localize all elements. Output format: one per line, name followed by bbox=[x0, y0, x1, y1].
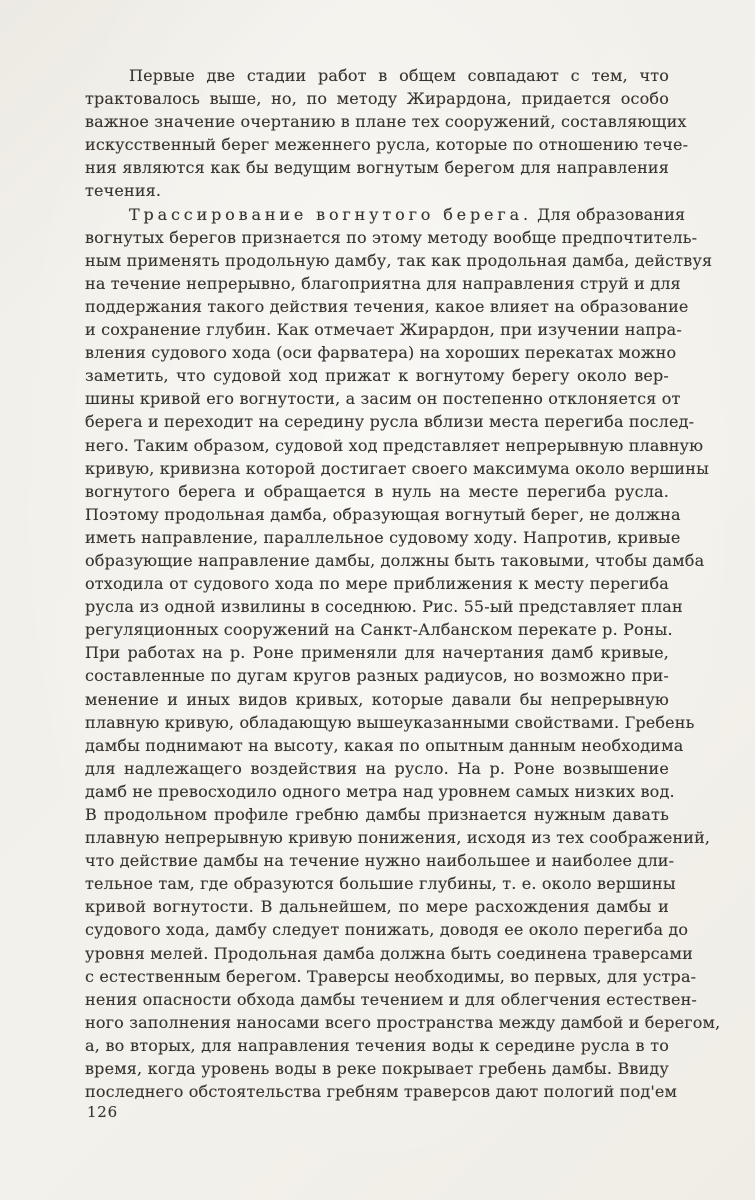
text-line: тельное там, где образуются большие глубины, т. е. около вершины bbox=[85, 874, 676, 894]
text-line: искусственный берег меженнего русла, которые по отношению тече- bbox=[85, 135, 689, 155]
text-line: течения. bbox=[85, 181, 162, 201]
text-line: кривую, кривизна которой достигает своего максимума около вершины bbox=[85, 458, 709, 478]
text-line: вогнутого берега и обращается в нуль на месте перегиба русла. bbox=[85, 481, 669, 501]
text-line: вления судового хода (оси фарватера) на хороших перекатах можно bbox=[85, 343, 677, 363]
text-line: уровня мелей. Продольная дамба должна быть соединена траверсами bbox=[85, 943, 693, 963]
text-line: ным применять продольную дамбу, так как продольная дамба, действуя bbox=[85, 250, 713, 270]
text-line: русла из одной извилины в соседнюю. Рис. 55-ый представляет план bbox=[85, 597, 683, 617]
text-line: время, когда уровень воды в реке покрывает гребень дамбы. Ввиду bbox=[85, 1059, 669, 1079]
text-line: заметить, что судовой ход прижат к вогнутому берегу около вер- bbox=[85, 366, 669, 386]
text-line: на течение непрерывно, благоприятна для направления струй и для bbox=[85, 273, 681, 293]
text-line: нения опасности обхода дамбы течением и для облегчения естествен- bbox=[85, 989, 697, 1009]
text-line: а, во вторых, для направления течения воды к середине русла в то bbox=[85, 1035, 669, 1055]
text-line: плавную кривую, обладающую вышеуказанными свойствами. Гребень bbox=[85, 712, 695, 732]
text-line: иметь направление, параллельное судовому ходу. Напротив, кривые bbox=[85, 527, 681, 547]
page-number: 126 bbox=[87, 1103, 118, 1121]
text-line: ного заполнения наносами всего пространства между дамбой и берегом, bbox=[85, 1012, 721, 1032]
text-line: судового хода, дамбу следует понижать, доводя ее около перегиба до bbox=[85, 920, 689, 940]
text-line: для надлежащего воздействия на русло. На р. Роне возвышение bbox=[85, 758, 669, 778]
text-line: менение и иных видов кривых, которые давали бы непрерывную bbox=[85, 689, 669, 709]
page-text bbox=[85, 64, 721, 1103]
text-line: важное значение очертанию в плане тех сооружений, составляющих bbox=[85, 112, 687, 132]
text-line: Трассирование вогнутого берега. Для образования bbox=[129, 204, 686, 224]
text-line: что действие дамбы на течение нужно наибольшее и наиболее дли- bbox=[85, 851, 675, 871]
text-line: трактовалось выше, но, по методу Жирардона, придается особо bbox=[85, 89, 669, 109]
text-line: и сохранение глубин. Как отмечает Жирардон, при изучении напра- bbox=[85, 320, 682, 340]
text-line: образующие направление дамбы, должны быть таковыми, чтобы дамба bbox=[85, 550, 705, 570]
text-line: В продольном профиле гребню дамбы признается нужным давать bbox=[85, 805, 669, 824]
text-line: дамб не превосходило одного метра над уровнем самых низких вод. bbox=[85, 781, 675, 801]
text-line: регуляционных сооружений на Санкт-Албанском перекате р. Роны. bbox=[85, 620, 673, 640]
text-line: шины кривой его вогнутости, а засим он постепенно отклоняется от bbox=[85, 389, 681, 409]
text-line: берега и переходит на середину русла вблизи места перегиба послед- bbox=[85, 412, 695, 432]
text-line: кривой вогнутости. В дальнейшем, по мере расхождения дамбы и bbox=[85, 897, 669, 917]
text-line: последнего обстоятельства гребням траверсов дают пологий под'ем bbox=[85, 1082, 678, 1102]
text-line: отходила от судового хода по мере приближения к месту перегиба bbox=[85, 574, 669, 594]
text-line: поддержания такого действия течения, какое влияет на образование bbox=[85, 296, 689, 316]
text-line: дамбы поднимают на высоту, какая по опытным данным необходима bbox=[85, 735, 684, 755]
text-line: него. Таким образом, судовой ход представляет непрерывную плавную bbox=[85, 435, 704, 455]
text-line: вогнутых берегов признается по этому методу вообще предпочтитель- bbox=[85, 227, 698, 247]
text-line: составленные по дугам кругов разных радиусов, но возможно при- bbox=[85, 666, 669, 686]
text-line: Первые две стадии работ в общем совпадают с тем, что bbox=[129, 66, 669, 85]
spaced-heading: Трассирование вогнутого берега. bbox=[129, 204, 532, 224]
text-line: Поэтому продольная дамба, образующая вогнутый берег, не должна bbox=[85, 504, 681, 524]
text-line: При работах на р. Роне применяли для начертания дамб кривые, bbox=[85, 643, 669, 663]
text-line: ния являются как бы ведущим вогнутым берегом для направления bbox=[85, 158, 669, 178]
text-line: плавную непрерывную кривую понижения, исходя из тех соображений, bbox=[85, 828, 711, 848]
text-line: с естественным берегом. Траверсы необходимы, во первых, для устра- bbox=[85, 966, 697, 986]
